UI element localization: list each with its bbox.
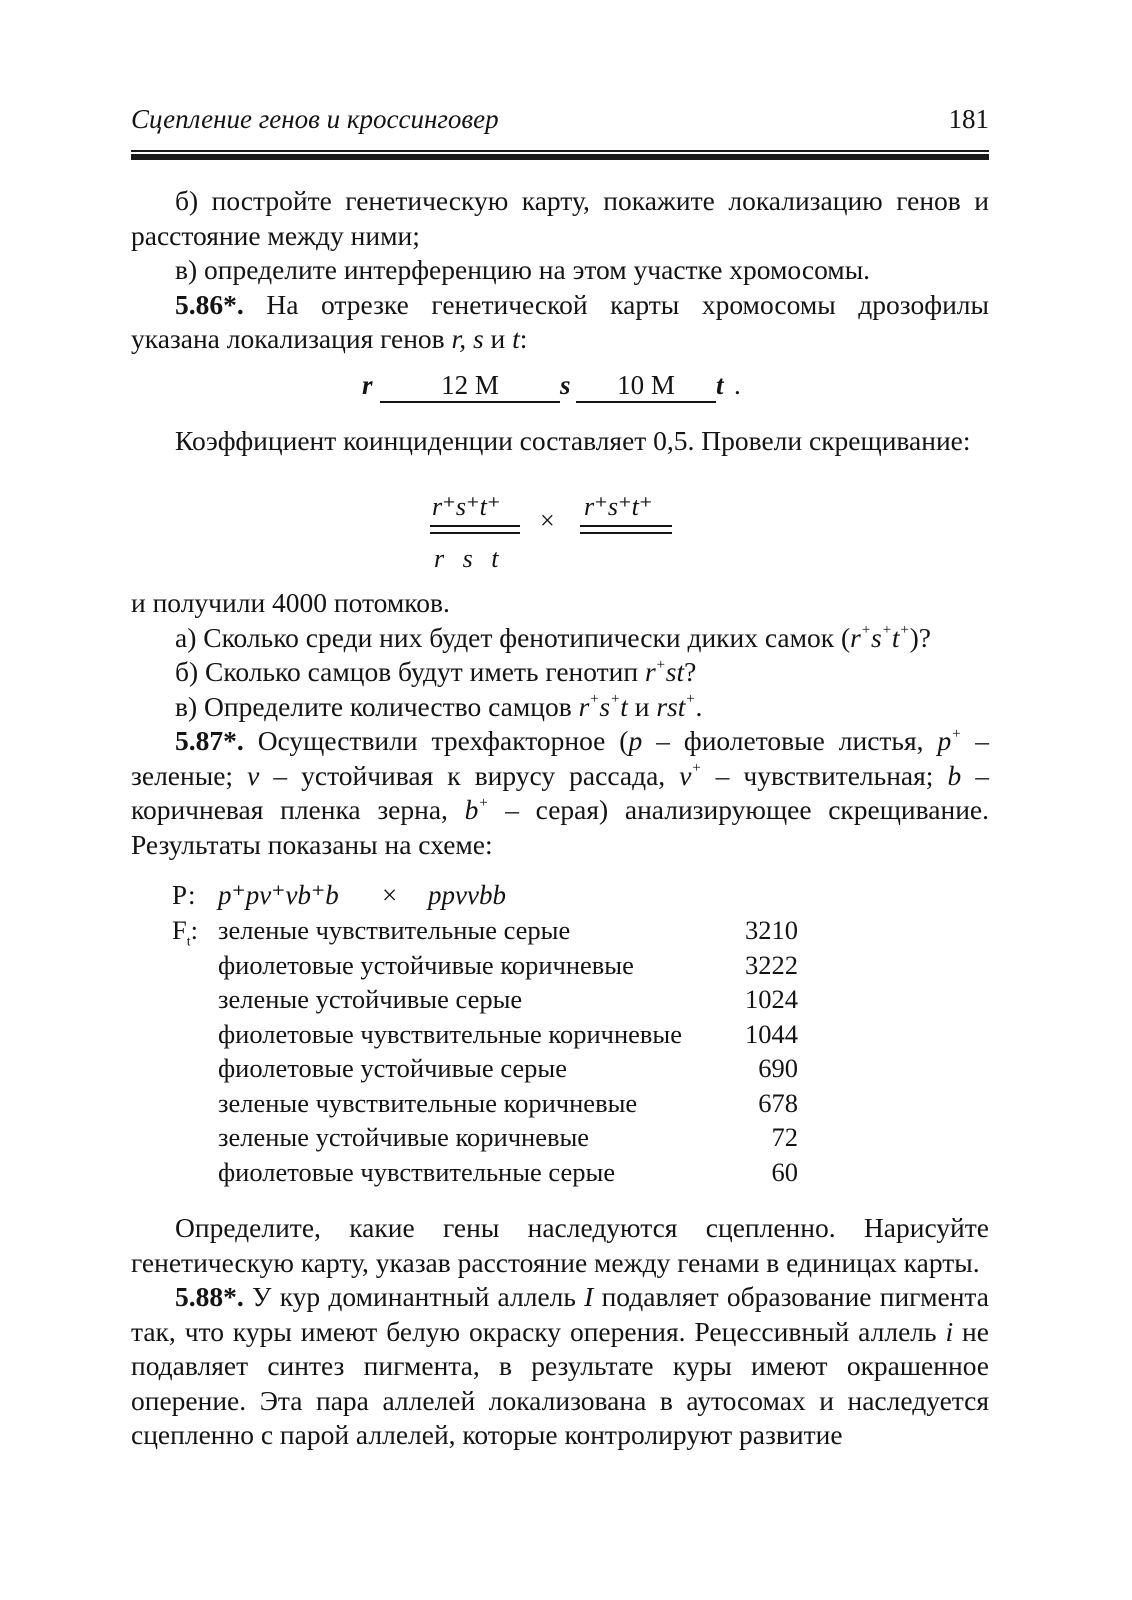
gene-list: r, s [451, 323, 484, 354]
question-b [131, 655, 989, 690]
map-gene-r: r [362, 370, 373, 400]
map-distance-1: 12 М [380, 370, 560, 403]
phenotype-label: зеленые чувствительные коричневые [218, 1087, 638, 1118]
text-block-top [131, 184, 989, 357]
phenotype-label: зеленые устойчивые коричневые [218, 1122, 590, 1152]
map-gene-s: s [560, 370, 571, 400]
phenotype-label: зеленые чувствительные серые [218, 915, 571, 945]
phenotype-count: 3222 [745, 949, 798, 980]
question-v-genotype-2: rst+ [656, 690, 696, 722]
cross-genotypes [430, 492, 690, 592]
map-period: . [734, 370, 741, 400]
problem-text: На отрезке генетической карты хромосомы дрозофилы указана локализация генов [131, 288, 989, 354]
problem-5-86 [131, 288, 989, 357]
offspring-row [172, 1122, 812, 1156]
phenotype-count: 60 [771, 1156, 798, 1187]
cross-sign: × [382, 880, 398, 910]
question-a-end: )? [909, 621, 931, 653]
item-v: в) определите интерференцию на этом участке хромосомы. [175, 254, 871, 285]
offspring-row [172, 915, 812, 949]
problem-number: 5.88*. [175, 1281, 244, 1312]
coefficient-paragraph [131, 424, 989, 459]
question-v-genotype-1: r+s+t [578, 690, 628, 722]
conj: и [483, 323, 513, 354]
colon: : [519, 323, 528, 354]
gene-t: t [512, 323, 520, 354]
parent-1-genotype: p⁺pv⁺vb⁺b [218, 880, 339, 910]
question-a [131, 621, 989, 656]
question-b-genotype: r+st [644, 656, 685, 687]
map-distance-2: 10 М [576, 370, 716, 403]
question-v-end: . [695, 690, 703, 722]
phenotype-count: 3210 [745, 915, 798, 945]
female-genotype-top: r⁺s⁺t⁺ [432, 492, 501, 521]
phenotype-count: 1044 [745, 1018, 798, 1049]
conj: и [627, 690, 657, 722]
offspring-row [172, 1019, 812, 1053]
chromosome-lines-right [580, 525, 672, 534]
phenotype-label: фиолетовые устойчивые коричневые [218, 949, 634, 980]
question-a-text: а) Сколько среди них будет фенотипически диких самок ( [175, 621, 851, 653]
question-b-end: ? [684, 656, 697, 687]
determine-paragraph: Определите, какие гены наследуются сцепленно. Нарисуйте генетическую карту, указав расстояние между генами в единицах карты. [131, 1212, 989, 1278]
phenotype-label: фиолетовые чувствительные коричневые [218, 1018, 682, 1049]
item-b: б) постройте генетическую карту, покажите локализацию генов и расстояние между ними; [131, 185, 989, 251]
text-block-bottom [131, 1211, 989, 1453]
offspring-row [172, 1088, 812, 1122]
question-b-text: б) Сколько самцов будут иметь генотип [175, 656, 645, 687]
cross-sign: × [540, 506, 555, 535]
question-v [131, 690, 989, 725]
male-genotype: r⁺s⁺t⁺ [584, 492, 653, 521]
offspring-row [172, 950, 812, 984]
questions-block [131, 586, 989, 862]
phenotype-label: фиолетовые чувствительные серые [218, 1156, 616, 1187]
question-v-text: в) Определите количество самцов [175, 690, 579, 722]
problem-number: 5.87*. [175, 725, 244, 756]
phenotype-count: 690 [758, 1053, 798, 1083]
offspring-row [172, 1157, 812, 1191]
problem-number: 5.86*. [175, 288, 244, 320]
map-gene-t: t [716, 370, 724, 400]
coefficient-text: Коэффициент коинциденции составляет 0,5. Провели скрещивание: [175, 425, 971, 456]
phenotype-count: 72 [771, 1122, 798, 1152]
phenotype-count: 678 [758, 1087, 798, 1118]
question-a-genotype: r+s+t+ [850, 621, 910, 653]
female-genotype-bottom: r s t [434, 544, 505, 573]
f1-label: $F_t$: [172, 915, 199, 950]
phenotype-label: зеленые устойчивые серые [218, 984, 523, 1014]
problem-5-87: 5.87*. Осуществили трехфакторное (p – фиолетовые листья, p+ – зеленые; v – устойчивая к вирусу рассада, v+ – чувствительная; b – коричневая пленка зерна, b+ – серая) анализирующее скрещивание. Результаты показаны на схеме: [131, 725, 990, 860]
parent-2-genotype: ppvvbb [428, 880, 506, 910]
header-rule-thin [131, 150, 989, 152]
phenotype-label: фиолетовые устойчивые серые [218, 1053, 567, 1083]
offspring-line: и получили 4000 потомков. [131, 587, 450, 618]
chromosome-lines-left [430, 525, 520, 534]
page-header [131, 104, 989, 144]
offspring-row [172, 1053, 812, 1087]
page-number: 181 [948, 104, 989, 134]
offspring-row [172, 984, 812, 1018]
p-label: Р: [172, 880, 196, 910]
problem-5-88: 5.88*. У кур доминантный аллель I подавляет образование пигмента так, что куры имеют белую окраску оперения. Рецессивный аллель i не подавляет синтез пигмента, в результате куры имеют окрашенное оперение. Эта пара аллелей локализована в аутосомах и наследуется сцепленно с парой аллелей, которые контролируют развитие [131, 1281, 989, 1450]
running-title: Сцепление генов и кроссинговер [131, 104, 499, 134]
header-rule-thick [131, 154, 989, 160]
phenotype-count: 1024 [745, 984, 798, 1014]
